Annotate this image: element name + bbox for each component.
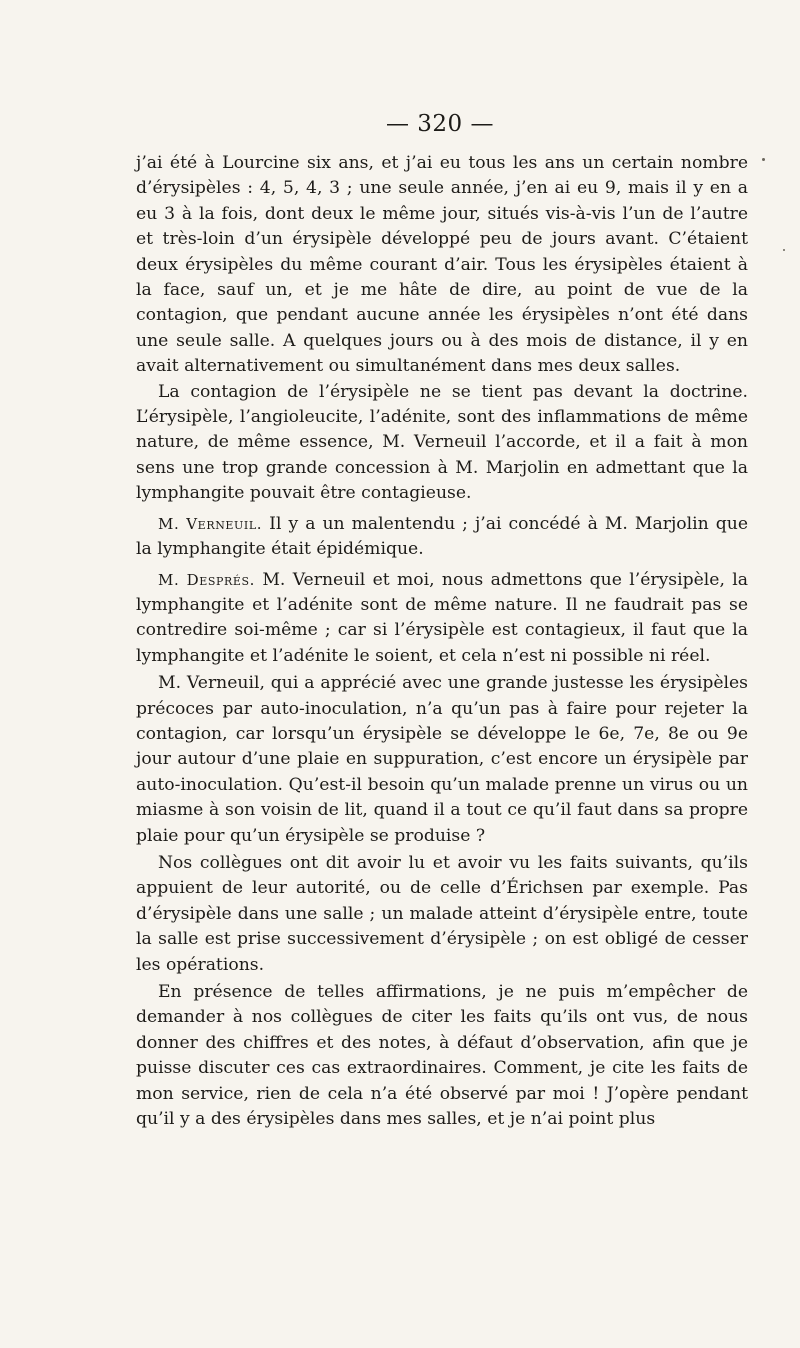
speaker-name: M. Verneuil.: [158, 514, 263, 533]
paragraph-text: j’ai été à Lourcine six ans, et j’ai eu tous les ans un certain nombre d’érysipèles : 4, 5, 4, 3 ; une seule année, j’en ai eu 9, mais il y en a eu 3 à la fois, dont deux le même jour, situés vis-à-vis l’un de l’autre et très-loin d’un érysipèle développé peu de jours avant. C’étaient deux érysipèles du même courant d’air. Tous les érysipèles étaient à la face, sauf un, et je me hâte de dire, au point de vue de la contagion, que pendant aucune année les érysipèles n’ont été dans une seule salle. A quelques jours ou à des mois de distance, il y en avait alternativement ou simultanément dans mes deux salles.: [136, 153, 748, 377]
paper-speck: [783, 249, 785, 251]
paragraph-text: Nos collègues ont dit avoir lu et avoir vu les faits suivants, qu’ils appuient de leur autorité, ou de celle d’Érichsen par exemple. Pas d’érysipèle dans une salle ; un malade atteint d’érysipèle entre, toute la salle est prise successivement d’érysipèle ; on est obligé de cesser les opérations.: [136, 852, 748, 975]
paragraph: [136, 512, 748, 563]
paragraph-text: Il y a un malentendu ; j’ai concédé à M. Marjolin que la lymphangite était épidémique.: [136, 513, 748, 560]
paper-speck: [762, 158, 765, 161]
paragraph: [136, 851, 748, 978]
body-text: [136, 151, 748, 1132]
paragraph-text: M. Verneuil, qui a apprécié avec une grande justesse les érysipèles précoces par auto-inoculation, n’a qu’un pas à faire pour rejeter la contagion, car lorsqu’un érysipèle se développe le 6e, 7e, 8e ou 9e jour autour d’une plaie en suppuration, c’est encore un érysipèle par auto-inoculation. Qu’est-il besoin qu’un malade prenne un virus ou un miasme à son voisin de lit, quand il a tout ce qu’il faut dans sa propre plaie pour qu’un érysipèle se produise ?: [136, 673, 748, 846]
paragraph: [136, 671, 748, 849]
page-number: — 320 —: [385, 111, 495, 137]
paragraph-text: La contagion de l’érysipèle ne se tient pas devant la doctrine. L’érysipèle, l’angioleucite, l’adénite, sont des inflammations de même nature, de même essence, M. Verneuil l’accorde, et il a fait à mon sens une trop grande concession à M. Marjolin en admettant que la lymphangite pouvait être contagieuse.: [136, 381, 748, 504]
paragraph: [136, 380, 748, 507]
paragraph: [136, 980, 748, 1132]
paragraph-text: En présence de telles affirmations, je ne puis m’empêcher de demander à nos collègues de citer les faits qu’ils ont vus, de nous donner des chiffres et des notes, à défaut d’observation, afin que je puisse discuter ces cas extraordinaires. Comment, je cite les faits de mon service, rien de cela n’a été observé par moi ! J’opère pendant qu’il y a des érysipèles dans mes salles, et je n’ai point plus: [136, 982, 748, 1130]
paragraph: [136, 151, 748, 380]
speaker-name: M. Després.: [158, 570, 255, 589]
paragraph: [136, 568, 748, 670]
paragraph-text: M. Verneuil et moi, nous admettons que l’érysipèle, la lymphangite et l’adénite sont de même nature. Il ne faudrait pas se contredire soi-même ; car si l’érysipèle est contagieux, il faut que la lymphangite et l’adénite le soient, et cela n’est ni possible ni réel.: [136, 569, 749, 666]
